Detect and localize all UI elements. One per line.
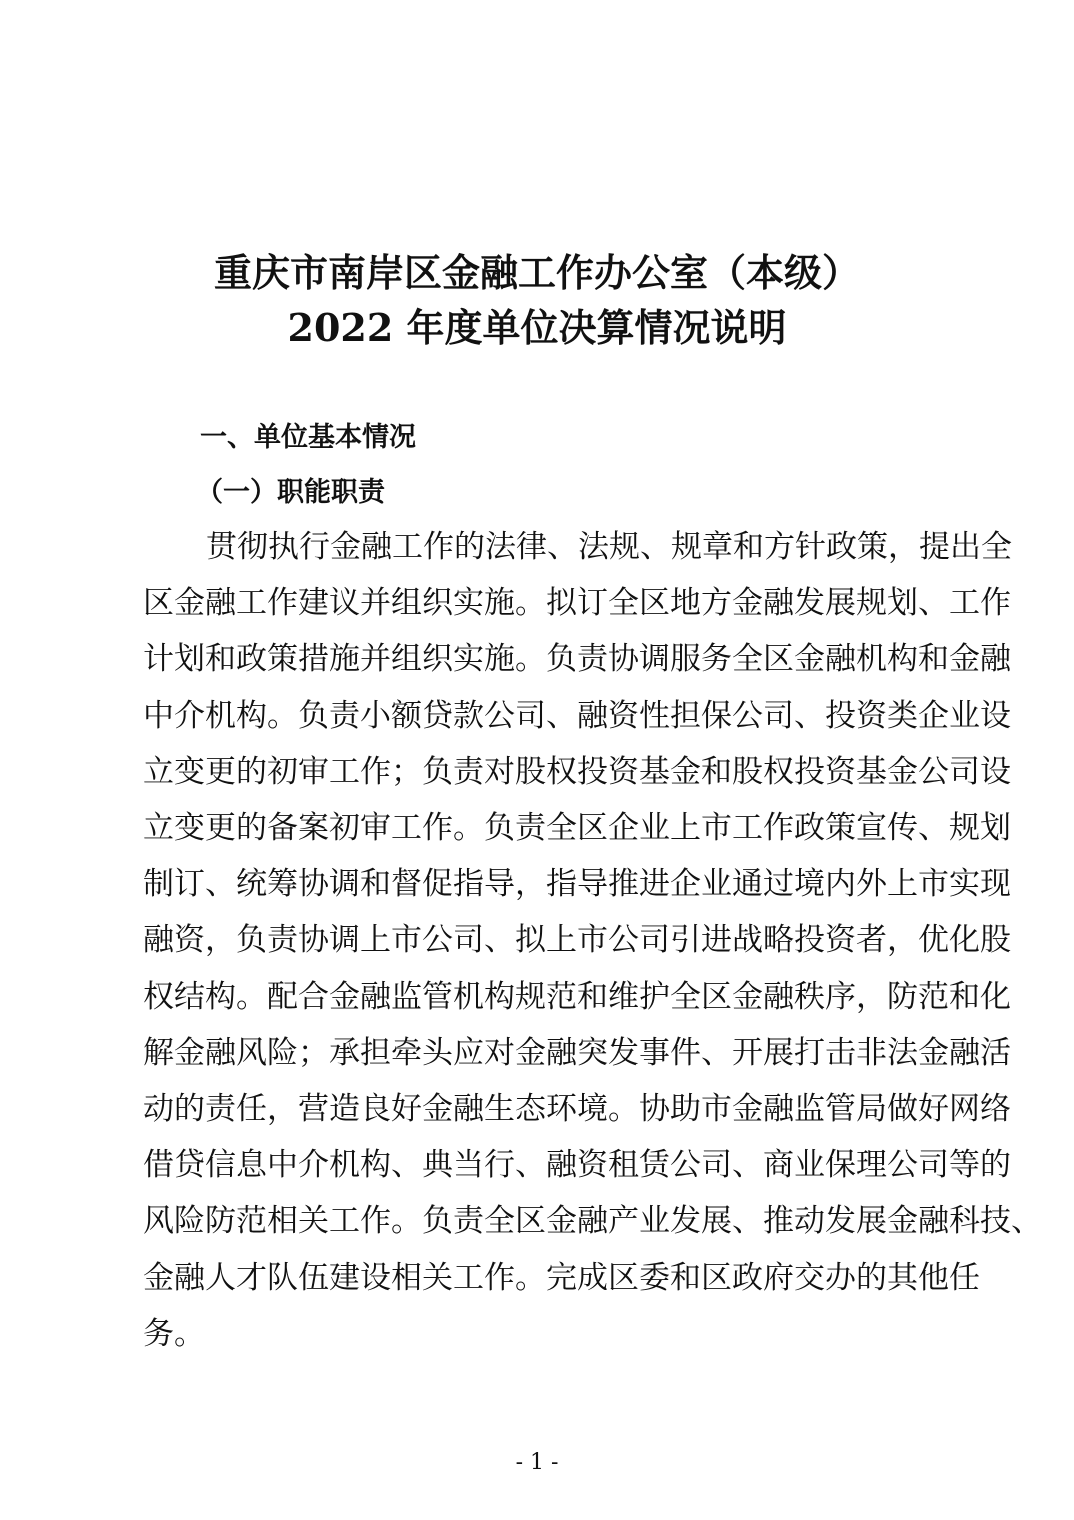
body-line: 立变更的初审工作；负责对股权投资基金和股权投资基金公司设 xyxy=(143,753,1011,790)
body-line: 计划和政策措施并组织实施。负责协调服务全区金融机构和金融 xyxy=(143,641,1011,678)
body-line: 借贷信息中介机构、典当行、融资租赁公司、商业保理公司等的 xyxy=(143,1147,1011,1184)
body-line: 金融人才队伍建设相关工作。完成区委和区政府交办的其他任 xyxy=(143,1259,980,1296)
body-line: 贯彻执行金融工作的法律、法规、规章和方针政策，提出全 xyxy=(206,529,1012,565)
document-title-line-2: 2022 年度单位决算情况说明 xyxy=(287,305,787,350)
body-line: 务。 xyxy=(143,1315,205,1352)
section-heading: 一、单位基本情况 xyxy=(200,422,416,453)
body-line: 中介机构。负责小额贷款公司、融资性担保公司、投资类企业设 xyxy=(143,697,1011,734)
document-title-line-1: 重庆市南岸区金融工作办公室（本级） xyxy=(213,250,860,295)
body-line: 风险防范相关工作。负责全区金融产业发展、推动发展金融科技、 xyxy=(143,1203,1042,1240)
body-line: 立变更的备案初审工作。负责全区企业上市工作政策宣传、规划 xyxy=(143,810,1011,846)
subsection-heading: （一）职能职责 xyxy=(196,477,385,508)
body-line: 动的责任，营造良好金融生态环境。协助市金融监管局做好网络 xyxy=(143,1091,1011,1127)
body-line: 权结构。配合金融监管机构规范和维护全区金融秩序，防范和化 xyxy=(143,978,1011,1015)
page-number: - 1 - xyxy=(515,1450,559,1475)
body-line: 制订、统筹协调和督促指导，指导推进企业通过境内外上市实现 xyxy=(143,866,1011,903)
body-line: 解金融风险；承担牵头应对金融突发事件、开展打击非法金融活 xyxy=(143,1034,1011,1071)
body-line: 融资，负责协调上市公司、拟上市公司引进战略投资者，优化股 xyxy=(143,922,1011,959)
body-line: 区金融工作建议并组织实施。拟订全区地方金融发展规划、工作 xyxy=(143,585,1011,622)
